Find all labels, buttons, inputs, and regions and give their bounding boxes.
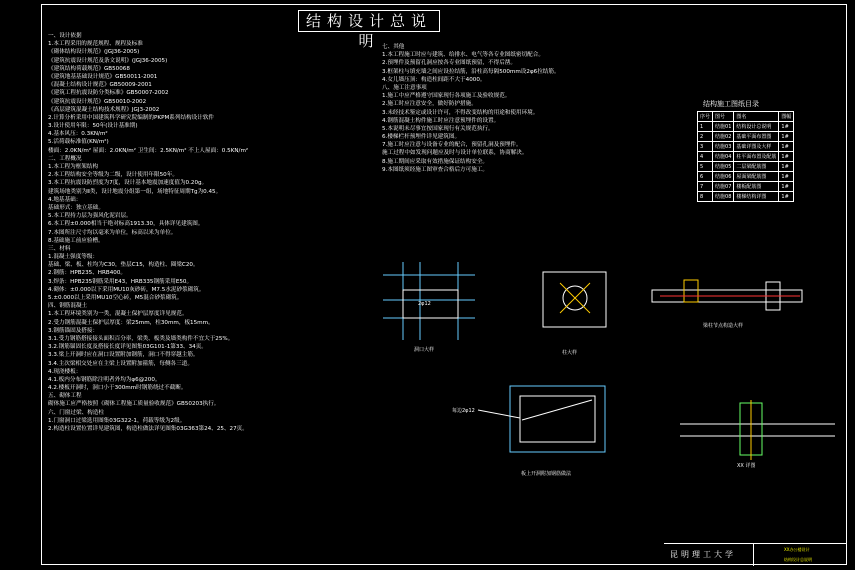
index-cell: 1# bbox=[779, 162, 794, 172]
index-cell: 8 bbox=[698, 192, 713, 202]
note-line: 8.基础施工前应验槽。 bbox=[48, 237, 104, 244]
note-line: 4.现浇楼板： bbox=[48, 368, 82, 375]
index-cell: 6 bbox=[698, 172, 713, 182]
index-cell: 结施02 bbox=[713, 132, 734, 142]
note-line: 《砌体结构设计规范》(JGJ36-2005) bbox=[48, 49, 140, 56]
note-line: 2.预埋件及预留孔洞应按各专业图纸预留，不得后凿。 bbox=[382, 60, 516, 67]
note-line: 《混凝土结构设计规范》GB50009-2001 bbox=[48, 82, 152, 89]
note-line: 7.施工时应注意与设备专业的配合，预留孔洞及预埋件。 bbox=[382, 142, 522, 149]
note-line: 基础形式：独立基础。 bbox=[48, 204, 104, 211]
note-line: 1.本工程施工时应与建筑、给排水、电气等各专业图纸密切配合。 bbox=[382, 52, 544, 59]
note-line: 3.焊条：HPB235钢筋采用E43，HRB335钢筋采用E50。 bbox=[48, 278, 193, 285]
index-cell: 结施06 bbox=[713, 172, 734, 182]
note-line: 三、材料 bbox=[48, 245, 71, 252]
note-line: 1.本工程采用的规范规程、规程及标准 bbox=[48, 41, 143, 48]
note-line: 3.1.受力钢筋搭接接头面积百分率，梁类、板类及墙类构件不宜大于25%。 bbox=[48, 335, 234, 342]
index-cell: 结施04 bbox=[713, 152, 734, 162]
note-line: 《建筑抗震设计规范》GB50010-2002 bbox=[48, 98, 147, 105]
index-cell: 基础平面布置图 bbox=[734, 132, 779, 142]
index-cell: 结施08 bbox=[713, 192, 734, 202]
index-cell: 结施05 bbox=[713, 162, 734, 172]
project-name: XX办公楼设计 bbox=[784, 547, 810, 552]
note-line: 4.2.楼板开洞时，洞口小于300mm时钢筋绕过不截断。 bbox=[48, 385, 187, 392]
note-line: 4.女儿墙压顶：构造柱间距不大于4000。 bbox=[382, 76, 486, 83]
note-line: 2.受力钢筋混凝土保护层厚度：梁25mm，柱30mm，板15mm。 bbox=[48, 319, 214, 326]
index-cell: 楼梯结构详图 bbox=[734, 192, 779, 202]
note-line: 3.框架柱与填充墙之间应设拉结筋，沿柱高每隔500mm设2φ6拉结筋。 bbox=[382, 68, 560, 75]
index-cell: 结施03 bbox=[713, 142, 734, 152]
note-line: 1.施工中应严格遵守国家现行各项施工及验收规范。 bbox=[382, 93, 511, 100]
note-line: 4.钢筋混凝土构件施工时应注意预埋件的设置。 bbox=[382, 117, 500, 124]
beam-joint-detail bbox=[652, 280, 802, 310]
note-line: 《建筑抗震设计规范及条文说明》(JGJ36-2005) bbox=[48, 57, 168, 64]
opening-caption: 洞口大样 bbox=[414, 347, 435, 353]
edge-caption: 板上开洞附加钢筋做法 bbox=[521, 471, 572, 477]
note-line: 5.本说明未尽事宜按国家现行有关规范执行。 bbox=[382, 125, 494, 132]
note-line: 七、其他 bbox=[382, 44, 405, 50]
note-line: 四、钢筋混凝土 bbox=[48, 303, 88, 310]
note-line: 二、工程概况 bbox=[48, 155, 82, 162]
note-line: 3.3.梁上开洞时应在洞口设置附加钢筋，洞口不得穿越主筋。 bbox=[48, 352, 199, 359]
index-cell: 基础详图及大样 bbox=[734, 142, 779, 152]
index-cell: 1# bbox=[779, 172, 794, 182]
note-line: 2.施工时应注意安全，做好防护措施。 bbox=[382, 101, 477, 108]
index-cell: 1# bbox=[779, 132, 794, 142]
note-line: 8.施工期间应采取有效措施保证结构安全。 bbox=[382, 158, 489, 165]
note-line: 《建筑工程抗震设防分类标准》GB50007-2002 bbox=[48, 90, 169, 97]
title-block bbox=[664, 543, 847, 566]
index-header-cell: 图幅 bbox=[779, 112, 794, 122]
wall-detail bbox=[680, 400, 835, 460]
note-line: 5.本工程持力层为强风化泥岩层。 bbox=[48, 213, 132, 220]
index-cell: 1# bbox=[779, 152, 794, 162]
note-line: 3.2.钢筋锚固长度及搭接长度详见图集03G101-1第33、34页。 bbox=[48, 344, 207, 351]
beam-caption: 梁柱节点构造大样 bbox=[703, 323, 744, 329]
note-line: 2.钢筋：HPB235、HRB400。 bbox=[48, 270, 127, 277]
index-cell: 1 bbox=[698, 122, 713, 132]
index-cell: 4 bbox=[698, 152, 713, 162]
note-line: 《建筑结构荷载规范》GB50068 bbox=[48, 65, 130, 72]
note-line: 6.本工程±0.000相当于绝对标高1913.30，具体详见建筑图。 bbox=[48, 221, 204, 228]
note-line: 施工过程中如发现问题应及时与设计单位联系，协商解决。 bbox=[382, 150, 528, 157]
note-line: 3.设计使用年限：50年(设计基准期) bbox=[48, 123, 138, 130]
index-cell: 1# bbox=[779, 142, 794, 152]
note-line: 4.1.板内分布钢筋除注明者外均为φ6@200。 bbox=[48, 376, 161, 383]
post-detail bbox=[543, 272, 606, 327]
opening-rebar-label: 2φ12 bbox=[418, 301, 431, 307]
index-cell: 7 bbox=[698, 182, 713, 192]
note-line: 基础、梁、板、柱均为C30，垫层C15，构造柱、圈梁C20。 bbox=[48, 262, 199, 269]
drawing-name: 结构设计总说明 bbox=[784, 557, 812, 562]
note-line: 1.本工程为框架结构 bbox=[48, 164, 99, 170]
note-line: 3.钢筋锚固及搭接： bbox=[48, 327, 99, 334]
note-line: 1.本工程环境类别为一类，混凝土保护层厚度详见规范。 bbox=[48, 311, 188, 318]
index-cell: 1# bbox=[779, 182, 794, 192]
note-line: 1.门窗洞口过梁选用图集03G322-1，荷载等级为2级。 bbox=[48, 417, 186, 424]
note-line: 五、砌体工程 bbox=[48, 393, 82, 400]
note-line: 9.本图纸须经施工图审查合格后方可施工。 bbox=[382, 166, 489, 173]
note-line: 7.本图所注尺寸均以毫米为单位，标高以米为单位。 bbox=[48, 229, 177, 236]
note-line: 4.地基基础： bbox=[48, 196, 82, 203]
note-line: 3.4.主次梁相交处应在主梁上设置附加箍筋，每侧各三道。 bbox=[48, 360, 193, 367]
note-line: 八、施工注意事项 bbox=[382, 84, 427, 91]
note-line: 2.计算分析采用中国建筑科学研究院编制的PKPM系列结构设计软件 bbox=[48, 114, 215, 121]
index-title: 结构施工图纸目录 bbox=[703, 100, 759, 108]
note-line: 1.混凝土强度等级： bbox=[48, 254, 99, 261]
index-cell: 3 bbox=[698, 142, 713, 152]
note-line: 2.构造柱设置位置详见建筑图，构造柱做法详见图集03G363第24、25、27页。 bbox=[48, 426, 248, 432]
edge-rebar-label: 每边2φ12 bbox=[452, 408, 475, 414]
note-line: 楼面：2.0KN/m² 屋面：2.0KN/m² 卫生间：2.5KN/m² 不上人屋面：0.5KN/m² bbox=[48, 147, 249, 154]
note-line: 5.±0.000以上采用MU10空心砖，M5混合砂浆砌筑。 bbox=[48, 295, 183, 301]
note-line: 3.本工程抗震设防烈度为7度，设计基本地震加速度值为0.20g。 bbox=[48, 180, 208, 187]
note-line: 建筑场地类别为Ⅱ类，设计地震分组第一组，场地特征周期Tg为0.45。 bbox=[48, 188, 222, 195]
index-cell: 屋面梁配筋图 bbox=[734, 172, 779, 182]
slab-opening-detail bbox=[478, 386, 605, 452]
school-name: 昆明理工大学 bbox=[664, 544, 754, 566]
note-line: 6.楼梯栏杆预埋件详见建筑图。 bbox=[382, 134, 461, 141]
wall-caption: XX 详图 bbox=[737, 463, 756, 469]
note-line: 4.基本风压：0.3KN/m² bbox=[48, 131, 108, 138]
note-line: 砌体施工应严格按照《砌体工程施工质量验收规范》GB50203执行。 bbox=[48, 401, 220, 408]
note-line: 《建筑地基基础设计规范》GB50011-2001 bbox=[48, 73, 158, 80]
index-header-cell: 图号 bbox=[713, 112, 734, 122]
index-cell: 二层梁配筋图 bbox=[734, 162, 779, 172]
index-cell: 楼板配筋图 bbox=[734, 182, 779, 192]
index-cell: 1# bbox=[779, 192, 794, 202]
note-line: 《高层建筑混凝土结构技术规程》JGJ3-2002 bbox=[48, 106, 160, 113]
index-cell: 结施07 bbox=[713, 182, 734, 192]
index-cell: 2 bbox=[698, 132, 713, 142]
drawing-title: 结构设计总说明 bbox=[298, 10, 440, 32]
note-line: 5.活荷载标准值(KN/m²) bbox=[48, 139, 109, 146]
index-cell: 5 bbox=[698, 162, 713, 172]
note-line: 4.砌体：±0.000以下采用MU10灰砂砖，M7.5水泥砂浆砌筑。 bbox=[48, 286, 205, 293]
note-line: 2.本工程结构安全等级为二级，设计使用年限50年。 bbox=[48, 172, 178, 179]
index-header-cell: 序号 bbox=[698, 112, 713, 122]
index-cell: 1# bbox=[779, 122, 794, 132]
index-header-cell: 图名 bbox=[734, 112, 779, 122]
note-line: 3.未经技术鉴定或设计许可，不得改变结构的用途和使用环境。 bbox=[382, 109, 539, 116]
note-line: 六、门窗过梁、构造柱 bbox=[48, 409, 104, 416]
index-cell: 柱平面布置及配筋 bbox=[734, 152, 779, 162]
index-cell: 结构设计总说明 bbox=[734, 122, 779, 132]
post-caption: 柱大样 bbox=[562, 350, 578, 356]
note-line: 一、设计依据 bbox=[48, 33, 82, 39]
index-cell: 结施01 bbox=[713, 122, 734, 132]
